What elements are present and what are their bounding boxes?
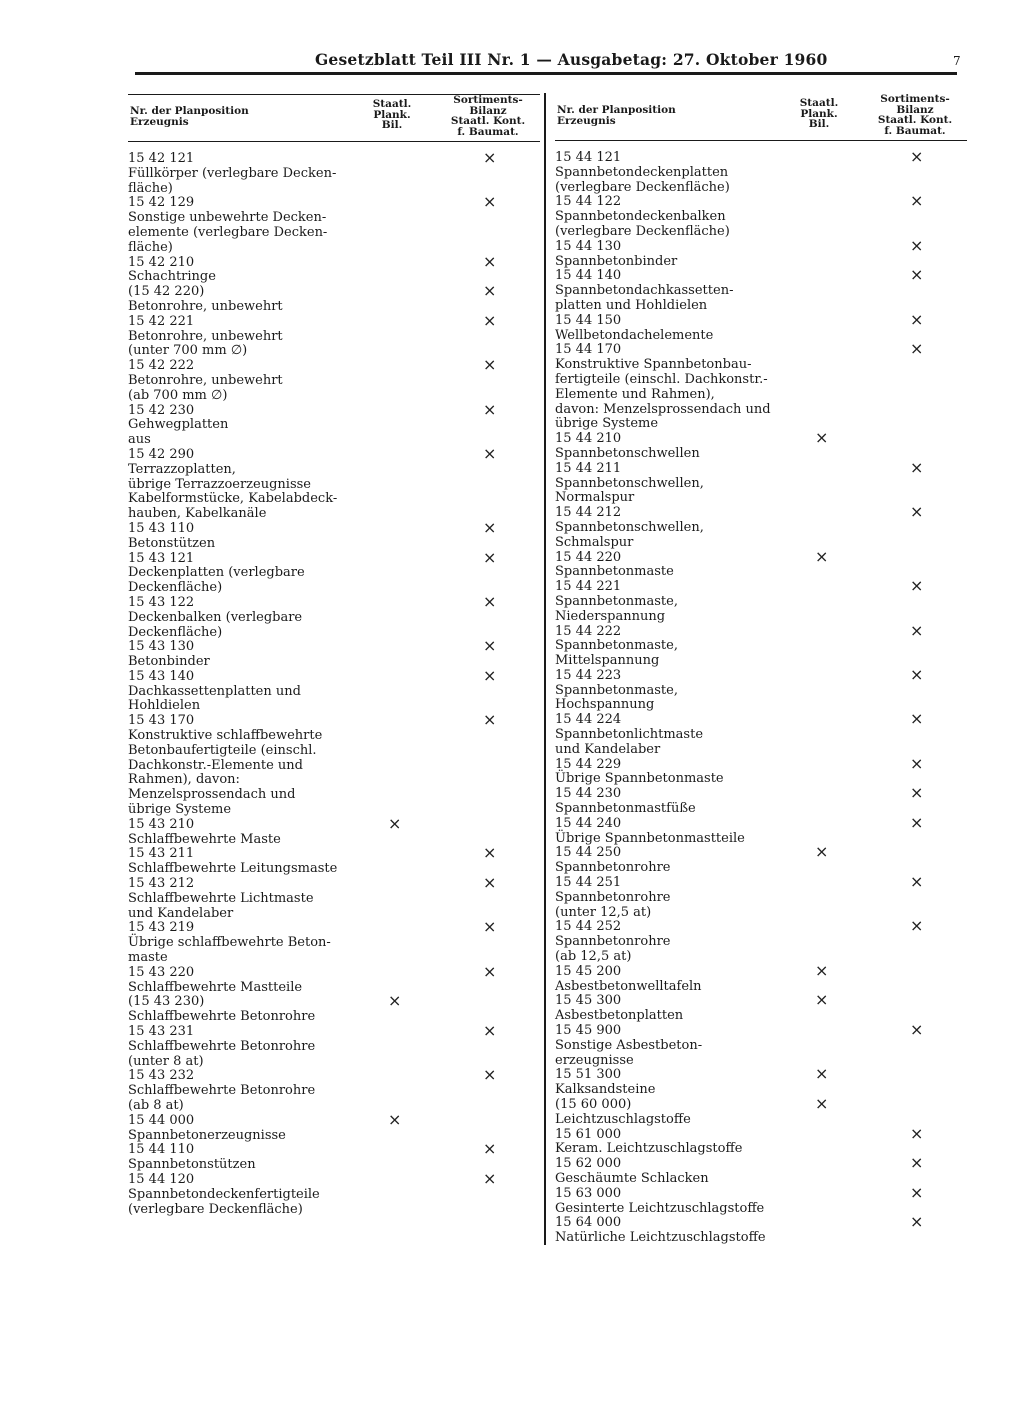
header-rule <box>135 72 957 75</box>
sortiment-balance-cross-mark: × <box>483 443 497 463</box>
product-name-line: (ab 700 mm ∅) <box>128 387 228 403</box>
sortiment-balance-cross-mark: × <box>910 147 924 166</box>
sortiment-balance-cross-mark: × <box>910 753 924 773</box>
product-name-line: Spannbetonschwellen <box>555 445 700 461</box>
planposition-number: 15 43 122 <box>128 594 195 610</box>
planposition-number: 15 51 300 <box>555 1067 622 1083</box>
planposition-number: 15 44 170 <box>555 342 622 358</box>
planposition-number: 15 44 121 <box>555 150 622 165</box>
sortiment-balance-cross-mark: × <box>483 251 497 271</box>
sortiment-balance-cross-mark: × <box>483 517 497 537</box>
list-item <box>555 960 967 995</box>
sortiment-balance-cross-mark: × <box>483 547 497 567</box>
list-item <box>128 1065 540 1113</box>
sortiment-balance-cross-mark: × <box>483 591 497 611</box>
sortiment-balance-cross-mark: × <box>910 309 924 329</box>
product-name-line: Spannbetonmaste, <box>555 593 678 609</box>
planposition-number: 15 44 251 <box>555 875 622 891</box>
product-name-line: Übrige schlaffbewehrte Beton- <box>128 935 331 951</box>
list-item <box>555 1182 967 1217</box>
list-item <box>555 457 967 506</box>
column-header-plan: Staatl. Plank. Bil. <box>799 97 839 130</box>
product-name-line: Deckenbalken (verlegbare <box>128 609 303 625</box>
sortiment-balance-cross-mark: × <box>483 917 497 937</box>
planposition-number: 15 44 140 <box>555 268 622 284</box>
list-item <box>128 355 540 403</box>
planposition-number: 15 44 222 <box>555 623 622 639</box>
left-column <box>128 94 540 1217</box>
planposition-number: 15 43 121 <box>128 550 195 566</box>
product-name-line: Asbestbetonwelltafeln <box>555 978 702 994</box>
product-name-line: Rahmen), davon: <box>128 772 240 788</box>
list-item <box>128 281 540 315</box>
page-header <box>135 44 965 76</box>
planposition-number: 15 44 223 <box>555 667 622 683</box>
product-name-line: Übrige Spannbetonmastteile <box>555 830 745 846</box>
right-column <box>555 94 967 1246</box>
sortiment-balance-cross-mark: × <box>910 872 924 892</box>
planposition-number: 15 44 130 <box>555 238 622 254</box>
column-header-sortiment: Sortiments- Bilanz Staatl. Kont. f. Baumat. <box>450 94 526 138</box>
sortiment-balance-cross-mark: × <box>483 636 497 656</box>
product-name-line: (verlegbare Deckenfläche) <box>128 1201 303 1217</box>
sortiment-balance-cross-mark: × <box>910 457 924 477</box>
product-name-line: platten und Hohldielen <box>555 297 708 313</box>
list-item <box>128 1139 540 1173</box>
planposition-number: 15 62 000 <box>555 1156 622 1172</box>
list-item <box>555 147 967 195</box>
list-item <box>128 1021 540 1069</box>
list-item <box>128 961 540 996</box>
product-name-line: Spannbetonrohre <box>555 860 671 876</box>
column-header-right <box>555 94 967 141</box>
product-name-line: Schlaffbewehrte Mastteile <box>128 979 303 995</box>
product-name-line: Deckenfläche) <box>128 624 223 640</box>
list-item <box>555 1212 967 1246</box>
product-name-line: Normalspur <box>555 490 635 506</box>
entry-list-left <box>128 142 540 1217</box>
product-name-line: und Kandelaber <box>128 905 234 921</box>
planposition-number: 15 42 210 <box>128 254 195 270</box>
planposition-number: 15 45 900 <box>555 1023 622 1039</box>
planposition-number: 15 44 210 <box>555 431 622 447</box>
product-name-line: davon: Menzelsprossendach und <box>555 401 771 417</box>
planposition-number: (15 42 220) <box>128 284 205 300</box>
planposition-number: 15 44 110 <box>128 1142 195 1158</box>
entry-list-right <box>555 141 967 1246</box>
product-name-line: Sonstige Asbestbeton- <box>555 1037 703 1053</box>
planposition-number: 15 44 221 <box>555 579 622 595</box>
sortiment-balance-cross-mark: × <box>910 1153 924 1173</box>
column-divider <box>544 93 546 1245</box>
list-item <box>555 620 967 669</box>
list-item <box>555 872 967 920</box>
planposition-number: (15 60 000) <box>555 1097 632 1112</box>
product-name-line: Schlaffbewehrte Maste <box>128 831 281 847</box>
list-item <box>555 1094 967 1128</box>
product-name-line: (unter 8 at) <box>128 1053 204 1069</box>
planposition-number: 15 43 232 <box>128 1068 195 1084</box>
list-item <box>128 710 540 818</box>
page-title: Gesetzblatt Teil III Nr. 1 — Ausgabetag: 27. Oktober 1960 <box>315 50 828 69</box>
column-header-plan: Staatl. Plank. Bil. <box>372 98 412 131</box>
sortiment-balance-cross-mark: × <box>910 1123 924 1143</box>
product-name-line: Konstruktive Spannbetonbau- <box>555 357 752 373</box>
product-name-line: (unter 12,5 at) <box>555 904 652 920</box>
list-item <box>555 309 967 344</box>
planposition-number: 15 42 290 <box>128 446 195 462</box>
list-item <box>555 842 967 876</box>
list-item <box>555 1123 967 1158</box>
list-item <box>555 1064 967 1098</box>
planposition-number: 15 63 000 <box>555 1185 622 1201</box>
sortiment-balance-cross-mark: × <box>910 502 924 522</box>
product-name-line: Spannbetonerzeugnisse <box>128 1127 286 1143</box>
product-name-line: Spannbetonschwellen, <box>555 519 704 535</box>
product-name-line: Spannbetonmaste, <box>555 682 678 698</box>
plan-balance-cross-mark: × <box>815 842 829 862</box>
sortiment-balance-cross-mark: × <box>483 355 497 375</box>
product-name-line: übrige Systeme <box>555 416 659 432</box>
product-name-line: Niederspannung <box>555 608 666 624</box>
planposition-number: (15 43 230) <box>128 994 205 1010</box>
sortiment-balance-cross-mark: × <box>483 1168 497 1188</box>
sortiment-balance-cross-mark: × <box>910 916 924 936</box>
list-item <box>555 916 967 965</box>
product-name-line: Spannbetonstützen <box>128 1157 256 1173</box>
list-item <box>128 148 540 196</box>
list-item <box>128 665 540 714</box>
product-name-line: (verlegbare Deckenfläche) <box>555 179 730 195</box>
product-name-line: Betonstützen <box>128 535 216 551</box>
planposition-number: 15 61 000 <box>555 1126 622 1142</box>
sortiment-balance-cross-mark: × <box>483 281 497 301</box>
product-name-line: Spannbetonmaste, <box>555 638 678 654</box>
sortiment-balance-cross-mark: × <box>483 148 497 167</box>
planposition-number: 15 43 212 <box>128 876 195 892</box>
product-name-line: Schmalspur <box>555 534 634 550</box>
planposition-number: 15 45 200 <box>555 963 622 979</box>
list-item <box>555 339 967 432</box>
sortiment-balance-cross-mark: × <box>910 265 924 285</box>
planposition-number: 15 44 240 <box>555 815 622 831</box>
sortiment-balance-cross-mark: × <box>910 620 924 640</box>
planposition-number: 15 44 250 <box>555 845 622 861</box>
sortiment-balance-cross-mark: × <box>483 665 497 685</box>
product-name-line: hauben, Kabelkanäle <box>128 506 267 522</box>
sortiment-balance-cross-mark: × <box>483 710 497 730</box>
list-item <box>128 636 540 670</box>
product-name-line: aus <box>128 432 151 448</box>
planposition-number: 15 44 212 <box>555 505 622 521</box>
planposition-number: 15 44 252 <box>555 919 622 935</box>
product-name-line: Betonbaufertigteile (einschl. <box>128 742 317 758</box>
planposition-number: 15 44 224 <box>555 712 622 728</box>
product-name-line: Spannbetonlichtmaste <box>555 727 704 743</box>
product-name-line: Spannbetonmastfüße <box>555 801 696 817</box>
product-name-line: Terrazzoplatten, <box>128 461 236 477</box>
product-name-line: fläche) <box>128 180 173 196</box>
sortiment-balance-cross-mark: × <box>910 1020 924 1040</box>
planposition-number: 15 44 211 <box>555 460 622 476</box>
list-item <box>555 1020 967 1068</box>
product-name-line: Mittelspannung <box>555 653 660 669</box>
list-item <box>128 310 540 359</box>
product-name-line: Deckenplatten (verlegbare <box>128 565 305 581</box>
planposition-number: 15 44 229 <box>555 756 622 772</box>
sortiment-balance-cross-mark: × <box>483 1065 497 1085</box>
sortiment-balance-cross-mark: × <box>483 843 497 863</box>
column-header-name: Nr. der Planposition Erzeugnis <box>557 104 676 127</box>
product-name-line: Gesinterte Leichtzuschlagstoffe <box>555 1200 765 1216</box>
product-name-line: Betonbinder <box>128 654 210 670</box>
list-item <box>128 399 540 448</box>
planposition-number: 15 42 221 <box>128 313 195 329</box>
product-name-line: Elemente und Rahmen), <box>555 386 715 402</box>
plan-balance-cross-mark: × <box>815 1094 829 1113</box>
product-name-line: Schlaffbewehrte Betonrohre <box>128 1083 316 1099</box>
product-name-line: Spannbetonrohre <box>555 934 671 950</box>
product-name-line: (ab 12,5 at) <box>555 949 632 965</box>
product-name-line: Sonstige unbewehrte Decken- <box>128 210 327 226</box>
list-item <box>555 1153 967 1187</box>
product-name-line: erzeugnisse <box>555 1052 634 1068</box>
sortiment-balance-cross-mark: × <box>910 1212 924 1232</box>
product-name-line: Menzelsprossendach und <box>128 787 296 803</box>
product-name-line: Konstruktive schlaffbewehrte <box>128 728 323 744</box>
sortiment-balance-cross-mark: × <box>910 339 924 359</box>
product-name-line: und Kandelaber <box>555 741 661 757</box>
sortiment-balance-cross-mark: × <box>483 192 497 212</box>
product-name-line: Keram. Leichtzuschlagstoffe <box>555 1141 743 1157</box>
planposition-number: 15 44 120 <box>128 1171 195 1187</box>
product-name-line: (unter 700 mm ∅) <box>128 343 248 359</box>
sortiment-balance-cross-mark: × <box>910 1182 924 1202</box>
planposition-number: 15 42 121 <box>128 151 195 166</box>
product-name-line: Spannbetonschwellen, <box>555 475 704 491</box>
product-name-line: Dachkassettenplatten und <box>128 683 301 699</box>
list-item <box>128 443 540 522</box>
plan-balance-cross-mark: × <box>815 960 829 980</box>
plan-balance-cross-mark: × <box>388 813 402 833</box>
list-item <box>555 664 967 713</box>
sortiment-balance-cross-mark: × <box>483 399 497 419</box>
plan-balance-cross-mark: × <box>815 990 829 1010</box>
product-name-line: Natürliche Leichtzuschlagstoffe <box>555 1230 766 1246</box>
list-item <box>128 991 540 1025</box>
page-number: 7 <box>953 54 961 68</box>
planposition-number: 15 45 300 <box>555 993 622 1009</box>
sortiment-balance-cross-mark: × <box>483 961 497 981</box>
planposition-number: 15 64 000 <box>555 1215 622 1231</box>
planposition-number: 15 43 170 <box>128 713 195 729</box>
plan-balance-cross-mark: × <box>388 991 402 1011</box>
list-item <box>555 546 967 581</box>
list-item <box>128 843 540 877</box>
planposition-number: 15 42 230 <box>128 402 195 418</box>
product-name-line: Spannbetonrohre <box>555 889 671 905</box>
product-name-line: Betonrohre, unbewehrt <box>128 328 283 344</box>
list-item <box>555 502 967 550</box>
product-name-line: übrige Terrazzoerzeugnisse <box>128 476 311 492</box>
sortiment-balance-cross-mark: × <box>483 873 497 893</box>
list-item <box>128 517 540 552</box>
list-item <box>128 1168 540 1217</box>
list-item <box>128 591 540 640</box>
product-name-line: Leichtzuschlagstoffe <box>555 1111 691 1127</box>
plan-balance-cross-mark: × <box>815 546 829 566</box>
list-item <box>555 783 967 817</box>
product-name-line: übrige Systeme <box>128 802 232 818</box>
product-name-line: (ab 8 at) <box>128 1098 184 1113</box>
sortiment-balance-cross-mark: × <box>483 1139 497 1159</box>
planposition-number: 15 43 140 <box>128 668 195 684</box>
product-name-line: Wellbetondachelemente <box>555 327 714 343</box>
plan-balance-cross-mark: × <box>815 1064 829 1084</box>
product-name-line: Schlaffbewehrte Betonrohre <box>128 1009 316 1025</box>
planposition-number: 15 44 230 <box>555 786 622 802</box>
product-name-line: Schachtringe <box>128 269 216 285</box>
product-name-line: Schlaffbewehrte Betonrohre <box>128 1038 316 1054</box>
product-name-line: Spannbetonmaste <box>555 564 674 580</box>
list-item <box>555 191 967 239</box>
sortiment-balance-cross-mark: × <box>483 1021 497 1041</box>
plan-balance-cross-mark: × <box>815 428 829 448</box>
planposition-number: 15 44 000 <box>128 1112 195 1128</box>
product-name-line: Schlaffbewehrte Leitungsmaste <box>128 861 338 877</box>
product-name-line: Gehwegplatten <box>128 417 229 433</box>
planposition-number: 15 43 231 <box>128 1024 195 1040</box>
product-name-line: elemente (verlegbare Decken- <box>128 224 328 240</box>
product-name-line: Spannbetondachkassetten- <box>555 283 734 299</box>
planposition-number: 15 42 129 <box>128 195 195 211</box>
planposition-number: 15 43 130 <box>128 639 195 655</box>
list-item <box>555 753 967 788</box>
planposition-number: 15 44 122 <box>555 194 622 210</box>
list-item <box>555 428 967 462</box>
sortiment-balance-cross-mark: × <box>483 310 497 330</box>
product-name-line: Hochspannung <box>555 697 655 713</box>
planposition-number: 15 44 150 <box>555 312 622 328</box>
sortiment-balance-cross-mark: × <box>910 576 924 596</box>
planposition-number: 15 43 219 <box>128 920 195 936</box>
list-item <box>128 873 540 921</box>
product-name-line: Kabelformstücke, Kabelabdeck- <box>128 491 338 507</box>
product-name-line: Kalksandsteine <box>555 1082 656 1098</box>
product-name-line: fläche) <box>128 239 173 255</box>
column-header-sortiment: Sortiments- Bilanz Staatl. Kont. f. Baumat. <box>877 93 953 137</box>
product-name-line: Spannbetondeckenbalken <box>555 209 726 225</box>
planposition-number: 15 43 210 <box>128 816 195 832</box>
sortiment-balance-cross-mark: × <box>910 812 924 832</box>
product-name-line: (verlegbare Deckenfläche) <box>555 223 730 239</box>
planposition-number: 15 43 220 <box>128 964 195 980</box>
list-item <box>555 576 967 624</box>
sortiment-balance-cross-mark: × <box>910 191 924 211</box>
list-item <box>555 812 967 847</box>
product-name-line: Deckenfläche) <box>128 580 223 596</box>
plan-balance-cross-mark: × <box>388 1109 402 1129</box>
product-name-line: maste <box>128 950 168 966</box>
list-item <box>128 547 540 596</box>
sortiment-balance-cross-mark: × <box>910 783 924 803</box>
list-item <box>128 917 540 966</box>
product-name-line: Schlaffbewehrte Lichtmaste <box>128 890 314 906</box>
list-item <box>128 813 540 848</box>
product-name-line: Asbestbetonplatten <box>555 1008 684 1024</box>
list-item <box>555 709 967 757</box>
product-name-line: Übrige Spannbetonmaste <box>555 771 724 787</box>
list-item <box>555 990 967 1024</box>
product-name-line: Spannbetondeckenplatten <box>555 164 729 180</box>
product-name-line: Betonrohre, unbewehrt <box>128 298 283 314</box>
product-name-line: Dachkonstr.-Elemente und <box>128 757 303 773</box>
planposition-number: 15 44 220 <box>555 549 622 565</box>
list-item <box>128 251 540 286</box>
list-item <box>128 192 540 255</box>
product-name-line: Hohldielen <box>128 698 201 714</box>
planposition-number: 15 43 110 <box>128 520 195 536</box>
product-name-line: Geschäumte Schlacken <box>555 1170 709 1186</box>
product-name-line: Spannbetonbinder <box>555 253 678 269</box>
product-name-line: Füllkörper (verlegbare Decken- <box>128 165 337 181</box>
product-name-line: Betonrohre, unbewehrt <box>128 372 283 388</box>
product-name-line: fertigteile (einschl. Dachkonstr.- <box>555 371 768 387</box>
sortiment-balance-cross-mark: × <box>910 709 924 729</box>
sortiment-balance-cross-mark: × <box>910 235 924 255</box>
planposition-number: 15 42 222 <box>128 358 195 374</box>
product-name-line: Spannbetondeckenfertigteile <box>128 1186 320 1202</box>
column-header-name: Nr. der Planposition Erzeugnis <box>130 105 249 128</box>
planposition-number: 15 43 211 <box>128 846 195 862</box>
list-item <box>128 1109 540 1144</box>
list-item <box>555 265 967 313</box>
list-item <box>555 235 967 270</box>
column-header-left <box>128 94 540 142</box>
sortiment-balance-cross-mark: × <box>910 664 924 684</box>
